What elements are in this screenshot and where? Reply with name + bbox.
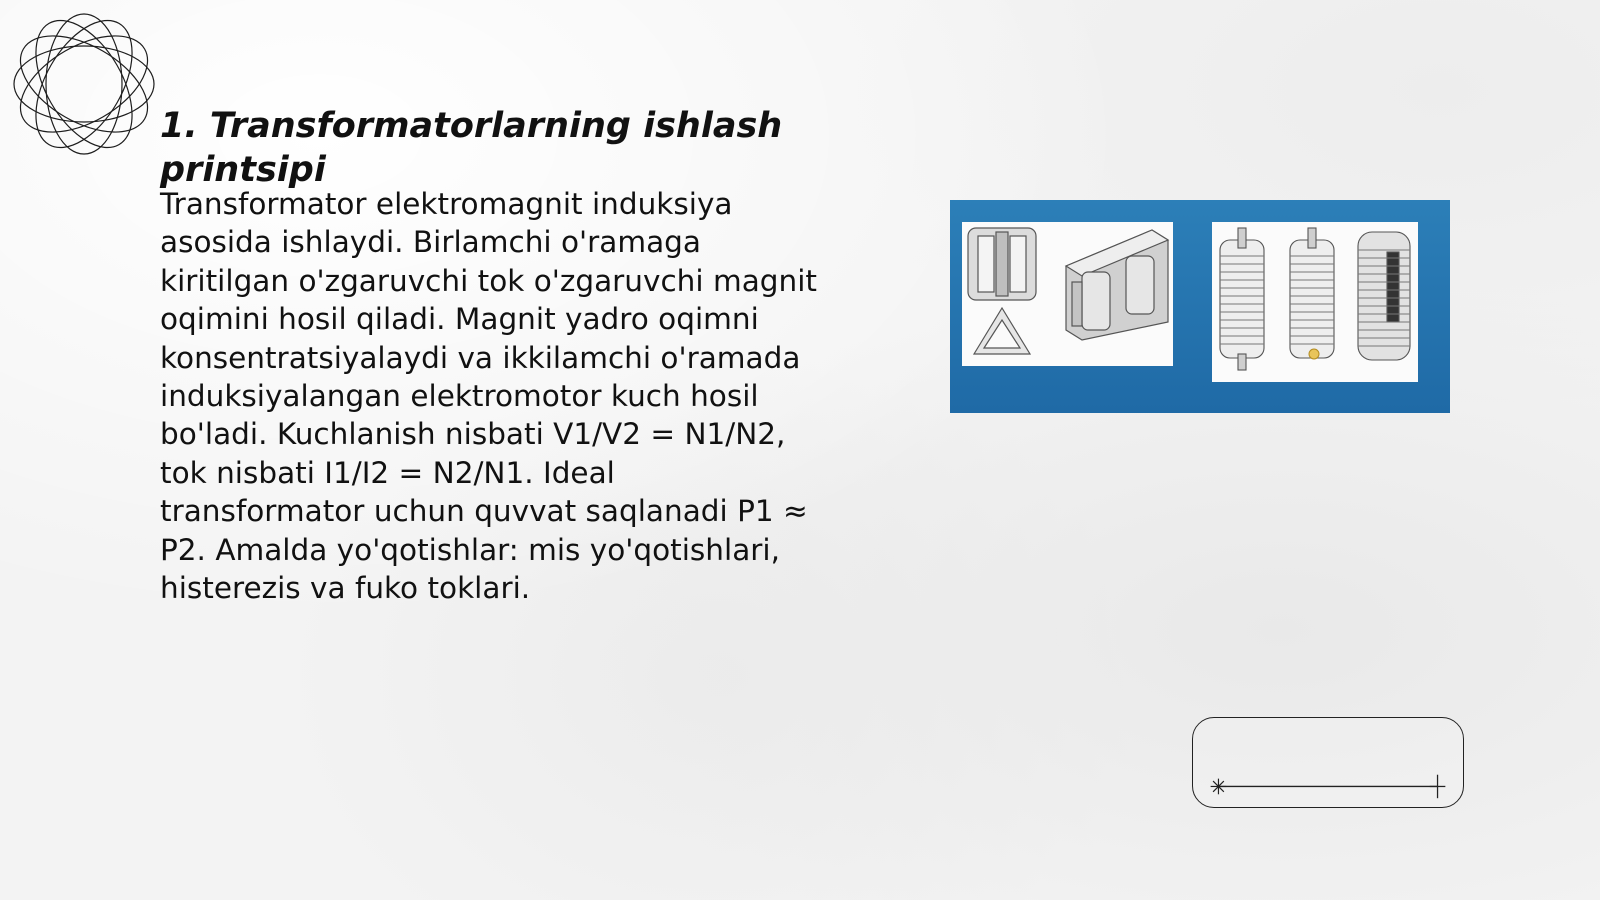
decorative-line-box <box>1192 717 1464 808</box>
winding-coils-panel <box>1212 222 1418 382</box>
cross-star-icon <box>1430 775 1446 798</box>
transformer-winding-coils-icon <box>1212 222 1418 382</box>
decorative-line-graphic <box>1193 718 1463 807</box>
transformer-core-types-icon <box>962 222 1173 366</box>
slide-title: 1. Transformatorlarning ishlash printsipi <box>160 106 783 190</box>
transformer-illustration <box>950 200 1450 413</box>
core-types-panel <box>962 222 1173 366</box>
spirograph-ornament-icon <box>10 10 158 158</box>
sparkle-icon <box>1211 779 1227 795</box>
slide-body-text: Transformator elektromagnit induksiya asosida ishlaydi. Birlamchi o'ramaga kiritilgan o'zgaruvchi tok o'zgaruvchi magnit oqimini hosil qiladi. Magnit yadro oqimni konsentratsiyalaydi va ikkilamchi o'ramada induksiyalangan elektromotor kuch hosil bo'ladi. Kuchlanish nisbati V1/V2 = N1/N2, tok nisbati I1/I2 = N2/N1. Ideal transformator uchun quvvat saqlanadi P1 ≈ P2. Amalda yo'qotishlar: mis yo'qotishlari, histerezis va fuko toklari. <box>160 187 817 606</box>
